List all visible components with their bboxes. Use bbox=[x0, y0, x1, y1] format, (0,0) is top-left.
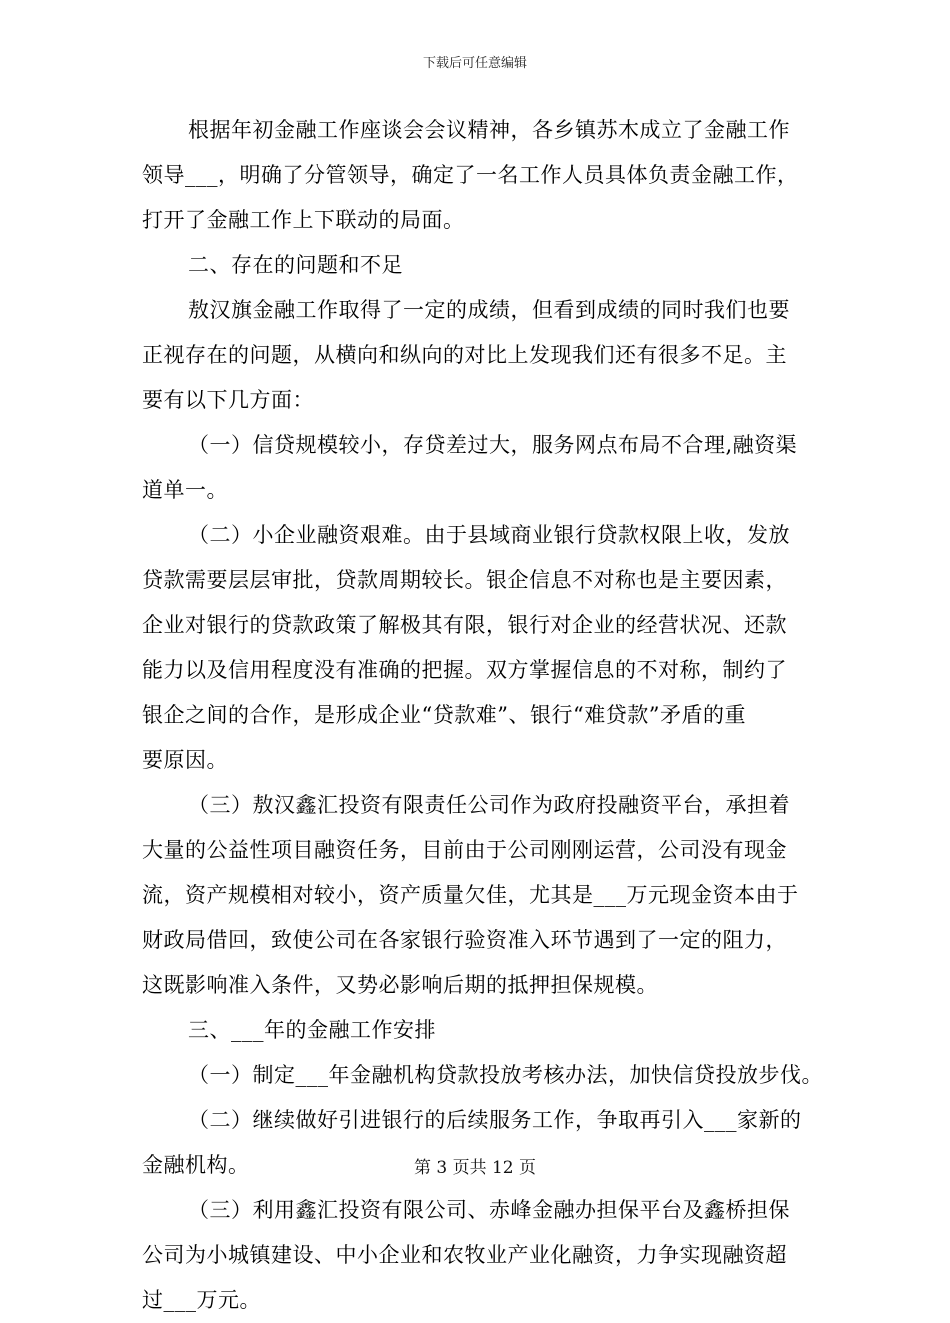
text-line: （一）信贷规模较小，存贷差过大，服务网点布局不合理,融资渠 bbox=[188, 433, 798, 457]
text-line: 这既影响准入条件，又势必影响后期的抵押担保规模。 bbox=[142, 973, 658, 997]
text-line: 道单一。 bbox=[142, 478, 228, 502]
text-line: 财政局借回，致使公司在各家银行验资准入环节遇到了一定的阻力， bbox=[142, 928, 787, 952]
text-line: （二）继续做好引进银行的后续服务工作，争取再引入___家新的 bbox=[188, 1108, 802, 1132]
text-line: （三）敖汉鑫汇投资有限责任公司作为政府投融资平台，承担着 bbox=[188, 793, 790, 817]
text-line: 要有以下几方面： bbox=[142, 388, 314, 412]
text-line: （一）制定___年金融机构贷款投放考核办法，加快信贷投放步伐。 bbox=[188, 1063, 823, 1087]
text-line: 金融机构。 bbox=[142, 1153, 250, 1177]
text-line: 能力以及信用程度没有准确的把握。双方掌握信息的不对称，制约了 bbox=[142, 658, 787, 682]
text-line: 银企之间的合作，是形成企业“贷款难”、银行“难贷款”矛盾的重 bbox=[142, 703, 746, 727]
text-line: （二）小企业融资艰难。由于县域商业银行贷款权限上收，发放 bbox=[188, 523, 790, 547]
text-line: 流，资产规模相对较小，资产质量欠佳，尤其是___万元现金资本由于 bbox=[142, 883, 799, 907]
text-line: 企业对银行的贷款政策了解极其有限，银行对企业的经营状况、还款 bbox=[142, 613, 787, 637]
text-line: 大量的公益性项目融资任务，目前由于公司刚刚运营，公司没有现金 bbox=[142, 838, 787, 862]
text-line: 打开了金融工作上下联动的局面。 bbox=[142, 208, 465, 232]
page-number: 第 3 页共 12 页 bbox=[413, 1158, 537, 1178]
text-line: 贷款需要层层审批，贷款周期较长。银企信息不对称也是主要因素， bbox=[142, 568, 787, 592]
text-line: （三）利用鑫汇投资有限公司、赤峰金融办担保平台及鑫桥担保 bbox=[188, 1198, 790, 1222]
text-line: 正视存在的问题，从横向和纵向的对比上发现我们还有很多不足。主 bbox=[142, 343, 787, 367]
text-line: 要原因。 bbox=[142, 748, 228, 772]
text-line: 根据年初金融工作座谈会会议精神，各乡镇苏木成立了金融工作 bbox=[188, 118, 790, 142]
text-line: 敖汉旗金融工作取得了一定的成绩，但看到成绩的同时我们也要 bbox=[188, 298, 790, 322]
text-line: 过___万元。 bbox=[142, 1288, 261, 1312]
header-note: 下载后可任意编辑 bbox=[422, 56, 527, 71]
text-line: 三、___年的金融工作安排 bbox=[188, 1018, 436, 1042]
document-body bbox=[142, 108, 822, 1323]
text-line: 二、存在的问题和不足 bbox=[188, 253, 403, 277]
text-line: 公司为小城镇建设、中小企业和农牧业产业化融资，力争实现融资超 bbox=[142, 1243, 787, 1267]
text-line: 领导___，明确了分管领导，确定了一名工作人员具体负责金融工作， bbox=[142, 163, 799, 187]
